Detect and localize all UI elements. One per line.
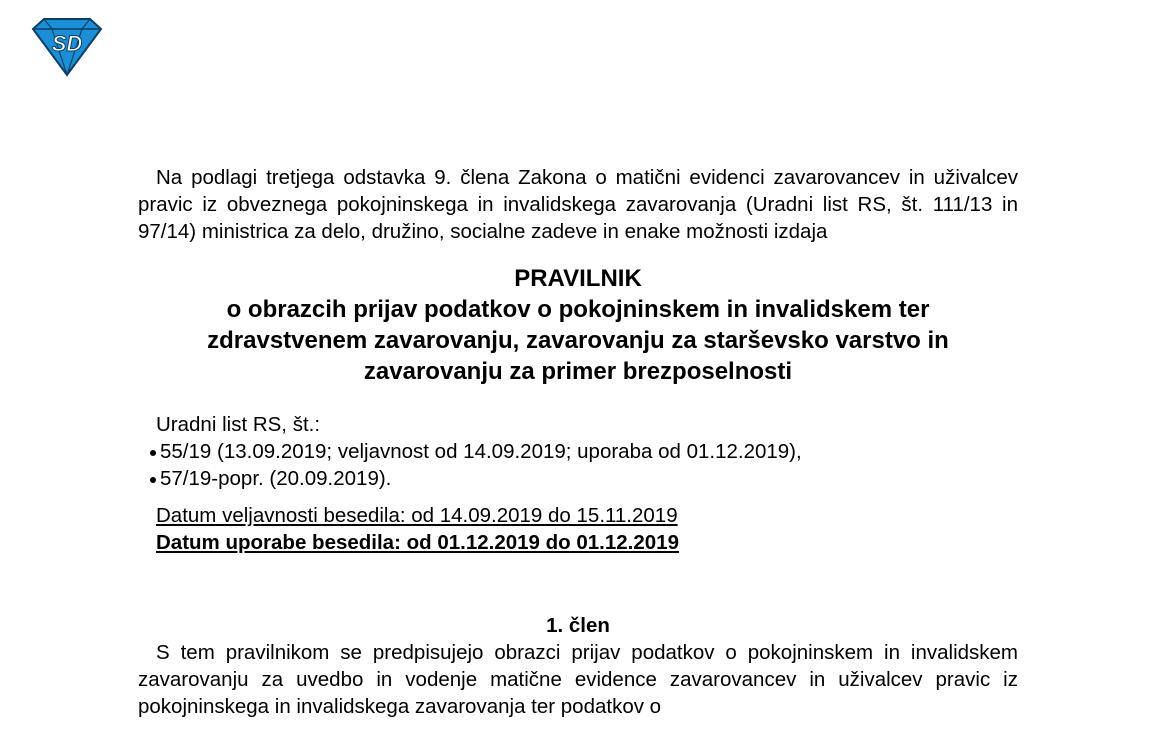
gazette-label: Uradni list RS, št.: <box>156 413 321 436</box>
sd-diamond-logo-icon <box>30 17 103 77</box>
document-page <box>138 164 1018 720</box>
gazette-item: 57/19-popr. (20.09.2019). <box>150 465 1018 492</box>
gazette-references <box>138 411 1018 492</box>
use-date: Datum uporabe besedila: od 01.12.2019 do 01.12.2019 <box>156 531 679 554</box>
validity-dates <box>138 502 1018 556</box>
title-line: zavarovanju za primer brezposelnosti <box>363 358 793 385</box>
gazette-item: 55/19 (13.09.2019; veljavnost od 14.09.2019; uporaba od 01.12.2019), <box>150 438 1018 465</box>
title-line: zdravstvenem zavarovanju, zavarovanju za starševsko varstvo in <box>207 327 949 354</box>
title-main: PRAVILNIK <box>514 265 642 292</box>
logo-text: SD <box>51 31 83 56</box>
article-text: S tem pravilnikom se predpisujejo obrazci prijav podatkov o pokojninskem in invalidskem zavarovanju za uvedbo in vodenje matične evidence zavarovancev in uživalcev pravic iz pokojninskega in invalidskega zavarovanja ter podatkov o <box>138 641 1018 718</box>
article-heading: 1. člen <box>546 614 610 637</box>
intro-paragraph: Na podlagi tretjega odstavka 9. člena Zakona o matični evidenci zavarovancev in uživalcev pravic iz obveznega pokojninskega in invalidskega zavarovanja (Uradni list RS, št. 111/13 in 97/14) ministrica za delo, družino, socialne zadeve in enake možnosti izdaja <box>138 166 1018 243</box>
title-line: o obrazcih prijav podatkov o pokojninskem in invalidskem ter <box>226 296 930 323</box>
document-title <box>138 263 1018 387</box>
validity-date: Datum veljavnosti besedila: od 14.09.2019 do 15.11.2019 <box>156 504 678 527</box>
